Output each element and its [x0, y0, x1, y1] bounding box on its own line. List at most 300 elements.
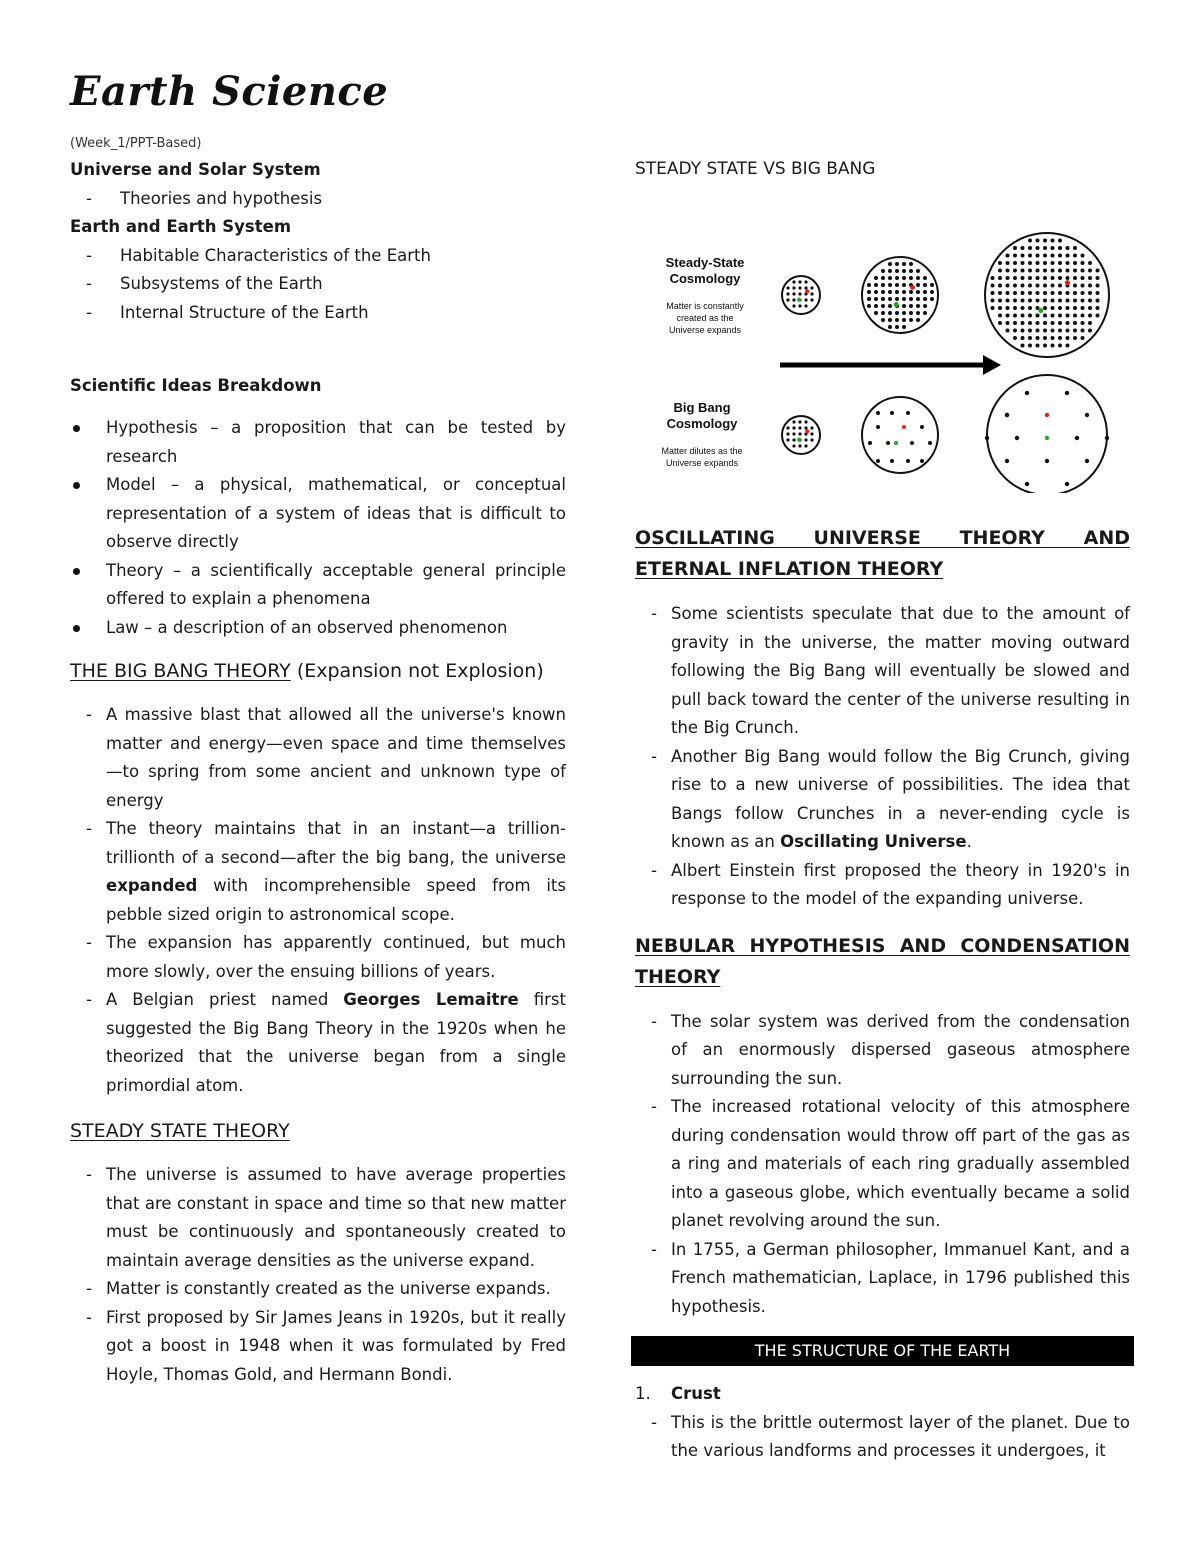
text-run: The theory maintains that in an instant—a trillion-trillionth of a second—after the big bang, the universe	[106, 819, 566, 867]
list-item: - This is the brittle outermost layer of the planet. Due to the various landforms and processes it undergoes, it	[635, 1409, 1130, 1466]
galaxy-dot	[998, 299, 1002, 303]
bigbang-universe-large	[987, 375, 1107, 493]
galaxy-dot	[1028, 329, 1032, 333]
galaxy-dot	[1036, 344, 1040, 348]
galaxy-dot	[1088, 329, 1092, 333]
galaxy-dot	[1021, 254, 1025, 258]
galaxy-dot	[923, 276, 927, 280]
galaxy-dot	[890, 411, 894, 415]
galaxy-dot	[1066, 276, 1070, 280]
galaxy-dot	[1043, 239, 1047, 243]
outline-item: - Subsystems of the Earth	[70, 270, 566, 299]
crust-label: Crust	[671, 1384, 721, 1403]
galaxy-dot	[888, 290, 892, 294]
galaxy-dot	[902, 318, 906, 322]
galaxy-dot	[985, 436, 989, 440]
galaxy-dot	[894, 441, 898, 445]
galaxy-dot	[1006, 299, 1010, 303]
galaxy-dot	[798, 292, 801, 295]
list-item: - The expansion has apparently continued, but much more slowly, over the ensuing billions of years.	[70, 929, 566, 986]
galaxy-dot	[1073, 306, 1077, 310]
galaxy-dot	[1088, 314, 1092, 318]
galaxy-dot	[1081, 321, 1085, 325]
galaxy-dot	[1058, 291, 1062, 295]
galaxy-dot	[902, 290, 906, 294]
galaxy-dot	[1043, 299, 1047, 303]
galaxy-dot	[895, 311, 899, 315]
galaxy-dot	[916, 297, 920, 301]
list-item: - The solar system was derived from the condensation of an enormously dispersed gaseous atmosphere surrounding the sun.	[635, 1008, 1130, 1094]
galaxy-dot	[1088, 299, 1092, 303]
galaxy-dot	[930, 290, 934, 294]
galaxy-dot	[1021, 329, 1025, 333]
galaxy-dot	[1021, 344, 1025, 348]
galaxy-dot	[1096, 299, 1100, 303]
galaxy-dot	[888, 304, 892, 308]
steady-caption-line3: Universe expands	[668, 325, 742, 335]
galaxy-dot	[906, 411, 910, 415]
galaxy-dot	[881, 304, 885, 308]
galaxy-dot	[1073, 269, 1077, 273]
week-subtitle: (Week_1/PPT-Based)	[70, 136, 202, 151]
galaxy-dot	[1043, 254, 1047, 258]
galaxy-dot	[998, 284, 1002, 288]
list-item	[635, 743, 1130, 857]
galaxy-dot	[1036, 329, 1040, 333]
structure-heading-bar: THE STRUCTURE OF THE EARTH	[631, 1336, 1134, 1366]
galaxy-dot	[874, 290, 878, 294]
marker-dot-green	[1038, 308, 1043, 313]
galaxy-dot	[888, 297, 892, 301]
galaxy-dot	[1088, 269, 1092, 273]
crust-description-list	[635, 1409, 1130, 1466]
galaxy-dot	[1013, 291, 1017, 295]
galaxy-dot	[1081, 269, 1085, 273]
galaxy-dot	[1065, 482, 1069, 486]
galaxy-dot	[1025, 391, 1029, 395]
galaxy-dot	[1013, 254, 1017, 258]
galaxy-dot	[1073, 291, 1077, 295]
galaxy-dot	[804, 280, 807, 283]
galaxy-dot	[1036, 299, 1040, 303]
galaxy-dot	[1051, 299, 1055, 303]
right-column	[635, 155, 1130, 1466]
galaxy-dot	[998, 269, 1002, 273]
galaxy-dot	[916, 283, 920, 287]
galaxy-dot	[906, 459, 910, 463]
bigbang-caption-line1: Matter dilutes as the	[661, 446, 743, 456]
galaxy-dot	[1021, 314, 1025, 318]
oscillating-heading: OSCILLATING UNIVERSE THEORY AND ETERNAL INFLATION THEORY	[635, 527, 1130, 580]
list-item: Theory – a scientifically acceptable general principle offered to explain a phenomena	[70, 557, 566, 614]
galaxy-dot	[867, 290, 871, 294]
list-item: - In 1755, a German philosopher, Immanuel Kant, and a French mathematician, Laplace, in 1796 published this hypothesis.	[635, 1236, 1130, 1322]
galaxy-dot	[1051, 246, 1055, 250]
galaxy-dot	[888, 276, 892, 280]
galaxy-dot	[923, 290, 927, 294]
galaxy-dot	[1051, 321, 1055, 325]
galaxy-dot	[1021, 306, 1025, 310]
galaxy-dot	[1005, 459, 1009, 463]
galaxy-dot	[998, 306, 1002, 310]
outline-item: - Theories and hypothesis	[70, 185, 566, 214]
galaxy-dot	[1013, 306, 1017, 310]
text-run: A Belgian priest named	[106, 990, 344, 1009]
galaxy-dot	[792, 304, 795, 307]
galaxy-dot	[1096, 291, 1100, 295]
galaxy-dot	[930, 297, 934, 301]
galaxy-dot	[1028, 321, 1032, 325]
galaxy-dot	[888, 283, 892, 287]
galaxy-dot	[902, 276, 906, 280]
list-item: - First proposed by Sir James Jeans in 1920s, but it really got a boost in 1948 when it was formulated by Fred Hoyle, Thomas Gold, and Hermann Bondi.	[70, 1304, 566, 1390]
galaxy-dot	[998, 291, 1002, 295]
galaxy-dot	[874, 311, 878, 315]
galaxy-dot	[881, 276, 885, 280]
galaxy-dot	[1043, 284, 1047, 288]
galaxy-dot	[1058, 299, 1062, 303]
galaxy-dot	[909, 311, 913, 315]
marker-dot-red	[1065, 280, 1070, 285]
galaxy-dot	[910, 441, 914, 445]
galaxy-dot	[1021, 336, 1025, 340]
galaxy-dot	[902, 304, 906, 308]
galaxy-dot	[909, 290, 913, 294]
galaxy-dot	[902, 269, 906, 273]
galaxy-dot	[1081, 314, 1085, 318]
bigbang-caption-line2: Universe expands	[665, 458, 739, 468]
galaxy-dot	[786, 426, 789, 429]
galaxy-dot	[1088, 291, 1092, 295]
galaxy-dot	[1066, 254, 1070, 258]
galaxy-dot	[1028, 246, 1032, 250]
galaxy-dot	[881, 269, 885, 273]
galaxy-dot	[1043, 261, 1047, 265]
galaxy-dot	[804, 304, 807, 307]
steady-universe-medium	[862, 257, 938, 333]
scientific-ideas-heading: Scientific Ideas Breakdown	[70, 376, 322, 395]
list-item: - Matter is constantly created as the universe expands.	[70, 1275, 566, 1304]
galaxy-dot	[1036, 254, 1040, 258]
galaxy-dot	[1066, 299, 1070, 303]
galaxy-dot	[792, 298, 795, 301]
big-bang-heading-title: THE BIG BANG THEORY	[70, 660, 291, 682]
structure-list	[635, 1380, 1130, 1409]
text-run: Another Big Bang would follow the Big Crunch, giving rise to a new universe of possibilities. The idea that Bangs follow Crunches in a never-ending cycle is known as an	[671, 746, 1130, 851]
galaxy-dot	[786, 298, 789, 301]
galaxy-dot	[930, 283, 934, 287]
oscillating-list	[635, 600, 1130, 914]
text-run: .	[966, 832, 972, 851]
galaxy-dot	[1036, 239, 1040, 243]
galaxy-dot	[810, 426, 813, 429]
galaxy-dot	[991, 291, 995, 295]
galaxy-dot	[881, 290, 885, 294]
galaxy-dot	[1015, 436, 1019, 440]
galaxy-dot	[1051, 254, 1055, 258]
galaxy-dot	[1081, 329, 1085, 333]
galaxy-dot	[1058, 321, 1062, 325]
galaxy-dot	[1058, 269, 1062, 273]
outline-item: - Habitable Characteristics of the Earth	[70, 242, 566, 271]
galaxy-dot	[1088, 261, 1092, 265]
galaxy-dot	[1058, 344, 1062, 348]
galaxy-dot	[909, 276, 913, 280]
galaxy-dot	[916, 269, 920, 273]
galaxy-dot	[876, 411, 880, 415]
outline-list-earth	[70, 242, 566, 328]
galaxy-dot	[888, 311, 892, 315]
galaxy-dot	[920, 459, 924, 463]
galaxy-dot	[902, 311, 906, 315]
galaxy-dot	[1043, 306, 1047, 310]
galaxy-dot	[888, 325, 892, 329]
galaxy-dot	[1073, 321, 1077, 325]
galaxy-dot	[1081, 284, 1085, 288]
list-item: - A massive blast that allowed all the universe's known matter and energy—even space and time themselves—to spring from some ancient and unknown type of energy	[70, 701, 566, 815]
galaxy-dot	[868, 441, 872, 445]
galaxy-dot	[1058, 306, 1062, 310]
galaxy-dot	[1021, 261, 1025, 265]
galaxy-dot	[867, 283, 871, 287]
galaxy-dot	[1036, 269, 1040, 273]
steady-caption-line1: Matter is constantly	[666, 301, 744, 311]
galaxy-dot	[1006, 329, 1010, 333]
galaxy-dot	[881, 311, 885, 315]
galaxy-dot	[909, 269, 913, 273]
galaxy-dot	[1066, 246, 1070, 250]
galaxy-dot	[909, 297, 913, 301]
galaxy-dot	[1006, 261, 1010, 265]
big-bang-heading	[70, 656, 566, 687]
galaxy-dot	[1013, 321, 1017, 325]
galaxy-dot	[1006, 254, 1010, 258]
galaxy-dot	[792, 420, 795, 423]
galaxy-dot	[1051, 261, 1055, 265]
galaxy-dot	[1075, 436, 1079, 440]
galaxy-dot	[798, 444, 801, 447]
galaxy-dot	[1058, 314, 1062, 318]
galaxy-dot	[909, 318, 913, 322]
galaxy-dot	[1013, 269, 1017, 273]
galaxy-dot	[1066, 321, 1070, 325]
galaxy-dot	[1096, 306, 1100, 310]
galaxy-dot	[1096, 276, 1100, 280]
marker-dot-red	[910, 285, 915, 290]
galaxy-dot	[1051, 276, 1055, 280]
galaxy-dot	[909, 304, 913, 308]
galaxy-dot	[1081, 261, 1085, 265]
galaxy-dot	[1043, 321, 1047, 325]
galaxy-dot	[1073, 254, 1077, 258]
steady-state-heading: STEADY STATE THEORY	[70, 1120, 290, 1142]
galaxy-dot	[786, 292, 789, 295]
galaxy-dot	[1058, 254, 1062, 258]
galaxy-dot	[1081, 291, 1085, 295]
galaxy-dot	[902, 297, 906, 301]
galaxy-dot	[798, 432, 801, 435]
galaxy-dot	[998, 314, 1002, 318]
galaxy-dot	[1006, 314, 1010, 318]
galaxy-dot	[810, 438, 813, 441]
galaxy-dot	[1021, 246, 1025, 250]
galaxy-dot	[1036, 321, 1040, 325]
galaxy-dot	[1028, 261, 1032, 265]
galaxy-dot	[1006, 276, 1010, 280]
galaxy-dot	[1043, 336, 1047, 340]
galaxy-dot	[888, 262, 892, 266]
galaxy-dot	[1028, 344, 1032, 348]
galaxy-dot	[1043, 276, 1047, 280]
galaxy-dot	[1013, 314, 1017, 318]
galaxy-dot	[1073, 299, 1077, 303]
galaxy-dot	[804, 444, 807, 447]
galaxy-dot	[923, 283, 927, 287]
galaxy-dot	[902, 325, 906, 329]
galaxy-dot	[902, 262, 906, 266]
galaxy-dot	[1028, 314, 1032, 318]
galaxy-dot	[920, 425, 924, 429]
list-item: Model – a physical, mathematical, or conceptual representation of a system of ideas that is difficult to observe directly	[70, 471, 566, 557]
galaxy-dot	[1036, 276, 1040, 280]
galaxy-dot	[1081, 299, 1085, 303]
topic-outline	[70, 156, 566, 327]
galaxy-dot	[998, 261, 1002, 265]
galaxy-dot	[1105, 436, 1109, 440]
galaxy-dot	[1028, 239, 1032, 243]
galaxy-dot	[1058, 239, 1062, 243]
galaxy-dot	[916, 304, 920, 308]
galaxy-dot	[1081, 276, 1085, 280]
galaxy-dot	[1028, 291, 1032, 295]
steady-title-line2: Cosmology	[669, 271, 741, 286]
galaxy-dot	[786, 432, 789, 435]
galaxy-dot	[798, 286, 801, 289]
galaxy-dot	[1045, 459, 1049, 463]
big-bang-heading-note: (Expansion not Explosion)	[290, 660, 544, 682]
galaxy-dot	[1058, 284, 1062, 288]
galaxy-dot	[1013, 336, 1017, 340]
galaxy-dot	[923, 311, 927, 315]
galaxy-dot	[1006, 321, 1010, 325]
galaxy-dot	[1058, 261, 1062, 265]
galaxy-dot	[881, 318, 885, 322]
galaxy-dot	[1021, 269, 1025, 273]
galaxy-dot	[1013, 276, 1017, 280]
galaxy-dot	[798, 304, 801, 307]
galaxy-dot	[1006, 291, 1010, 295]
galaxy-dot	[1051, 284, 1055, 288]
galaxy-dot	[923, 297, 927, 301]
galaxy-dot	[916, 290, 920, 294]
galaxy-dot	[1073, 336, 1077, 340]
galaxy-dot	[895, 269, 899, 273]
marker-dot-red	[805, 289, 809, 293]
galaxy-dot	[1043, 291, 1047, 295]
galaxy-dot	[1025, 482, 1029, 486]
galaxy-dot	[792, 292, 795, 295]
galaxy-dot	[902, 425, 906, 429]
galaxy-dot	[895, 297, 899, 301]
galaxy-dot	[792, 286, 795, 289]
galaxy-dot	[916, 276, 920, 280]
galaxy-dot	[895, 325, 899, 329]
galaxy-dot	[1006, 284, 1010, 288]
galaxy-dot	[1096, 269, 1100, 273]
galaxy-dot	[1066, 261, 1070, 265]
galaxy-dot	[1036, 284, 1040, 288]
galaxy-dot	[804, 420, 807, 423]
galaxy-dot	[1036, 336, 1040, 340]
galaxy-dot	[1073, 276, 1077, 280]
galaxy-dot	[1005, 413, 1009, 417]
galaxy-dot	[1028, 269, 1032, 273]
galaxy-dot	[876, 425, 880, 429]
galaxy-dot	[1058, 276, 1062, 280]
galaxy-dot	[1066, 314, 1070, 318]
galaxy-dot	[1085, 459, 1089, 463]
galaxy-dot	[881, 297, 885, 301]
galaxy-dot	[888, 269, 892, 273]
nebular-list	[635, 1008, 1130, 1322]
galaxy-dot	[786, 286, 789, 289]
galaxy-dot	[916, 311, 920, 315]
steady-title-line1: Steady-State	[665, 255, 745, 270]
galaxy-dot	[1021, 299, 1025, 303]
galaxy-dot	[1051, 336, 1055, 340]
time-arrow-head	[983, 355, 1001, 375]
galaxy-dot	[1066, 336, 1070, 340]
galaxy-dot	[1096, 314, 1100, 318]
galaxy-dot	[810, 432, 813, 435]
galaxy-dot	[1066, 291, 1070, 295]
steady-universe-large	[985, 233, 1109, 357]
galaxy-dot	[874, 283, 878, 287]
galaxy-dot	[1081, 336, 1085, 340]
cosmology-diagram	[635, 183, 1130, 493]
galaxy-dot	[1073, 314, 1077, 318]
list-item: - The increased rotational velocity of this atmosphere during condensation would throw off part of the gas as a ring and materials of each ring gradually assembled into a gaseous globe, which eventually became a solid planet revolving around the sun.	[635, 1093, 1130, 1236]
galaxy-dot	[874, 297, 878, 301]
galaxy-dot	[876, 459, 880, 463]
galaxy-dot	[1066, 329, 1070, 333]
item-number: 1.	[635, 1384, 651, 1403]
galaxy-dot	[1051, 306, 1055, 310]
galaxy-dot	[1088, 284, 1092, 288]
galaxy-dot	[874, 276, 878, 280]
galaxy-dot	[1051, 344, 1055, 348]
galaxy-dot	[1081, 254, 1085, 258]
bigbang-title-line2: Cosmology	[666, 416, 738, 431]
galaxy-dot	[792, 444, 795, 447]
crust-item	[635, 1380, 1130, 1409]
galaxy-dot	[1088, 276, 1092, 280]
scientific-ideas-list	[70, 414, 566, 642]
galaxy-dot	[792, 280, 795, 283]
list-item	[70, 986, 566, 1100]
outline-topic-earth: Earth and Earth System	[70, 217, 292, 236]
marker-dot-red	[805, 429, 809, 433]
list-item: - Some scientists speculate that due to the amount of gravity in the universe, the matter moving outward following the Big Bang will eventually be slowed and pull back toward the center of the universe resulting in the Big Crunch.	[635, 600, 1130, 743]
galaxy-dot	[1073, 246, 1077, 250]
galaxy-dot	[1073, 284, 1077, 288]
galaxy-dot	[792, 438, 795, 441]
galaxy-dot	[1028, 299, 1032, 303]
list-item	[70, 815, 566, 929]
galaxy-dot	[1028, 336, 1032, 340]
list-item: - The universe is assumed to have average properties that are constant in space and time so that new matter must be continuously and spontaneously created to maintain average densities as the universe expand.	[70, 1161, 566, 1275]
galaxy-dot	[1045, 413, 1049, 417]
